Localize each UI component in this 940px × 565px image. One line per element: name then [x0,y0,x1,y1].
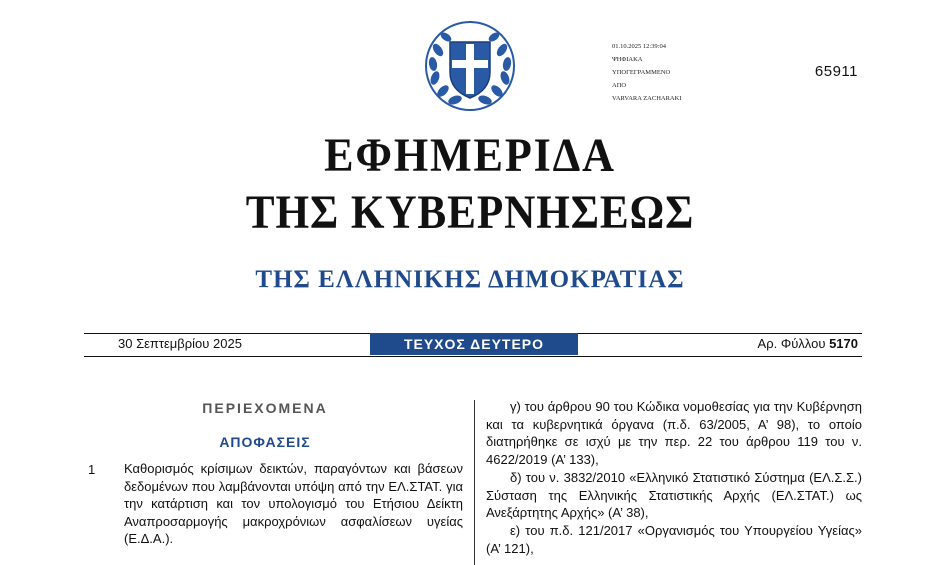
issue-date: 30 Σεπτεμβρίου 2025 [118,336,242,351]
decisions-section-heading: ΑΠΟΦΑΣΕΙΣ [219,434,311,450]
digital-signature-block [612,40,682,105]
issue-series-label: ΤΕΥΧΟΣ ΔΕΥΤΕΡΟ [370,333,578,355]
signature-line: ΨΗΦΙΑΚΑ [612,56,643,63]
body-paragraph: ε) του π.δ. 121/2017 «Οργανισμός του Υπουργείου Υγείας» (Α’ 121), [486,522,862,556]
signature-signer: VARVARA ZACHARAKI [612,95,682,102]
body-paragraph: δ) του ν. 3832/2010 «Ελληνικό Στατιστικό Σύστημα (ΕΛ.Σ.Σ.) Σύσταση της Ελληνικής Στατιστικής Αρχής (ΕΛ.ΣΤΑΤ.) ως Ανεξάρτητης Αρχής» (Α’ 38), [486,469,862,521]
contents-heading: ΠΕΡΙΕΧΟΜΕΝΑ [202,400,328,416]
contents-item-number: 1 [88,462,96,477]
masthead-title-line2: ΤΗΣ ΚΥΒΕΡΝΗΣΕΩΣ [245,186,695,239]
contents-item-text[interactable]: Καθορισμός κρίσιμων δεικτών, παραγόντων και βάσεων δεδομένων που λαμβάνονται υπόψη από την ΕΛ.ΣΤΑΤ. για την κατάρτιση και τον υπολογισμό του Ετήσιου Δείκτη Αναπροσαρμογής μακροχρόνιων ασφαλίσεων υγείας (Ε.Δ.Α.). [124,461,463,546]
sheet-label: Αρ. Φύλλου [757,336,826,351]
signature-line: ΑΠΟ [612,82,627,89]
sheet-number-value: 5170 [829,336,858,351]
signature-timestamp: 01.10.2025 12:39:04 [612,43,666,50]
masthead-title-line1: ΕΦΗΜΕΡΙΔΑ [324,129,616,182]
signature-line: ΥΠΟΓΕΓΡΑΜΜΕΝΟ [612,69,671,76]
issue-sheet-number [758,336,858,351]
greek-coat-of-arms-icon [424,20,516,112]
page-number: 65911 [814,63,858,80]
masthead-subtitle: ΤΗΣ ΕΛΛΗΝΙΚΗΣ ΔΗΜΟΚΡΑΤΙΑΣ [255,266,685,293]
body-paragraph: γ) του άρθρου 90 του Κώδικα νομοθεσίας για την Κυβέρνηση και τα κυβερνητικά όργανα (π.δ. 63/2005, Α’ 98), το οποίο διατηρήθηκε σε ισχύ με την περ. 22 του άρθρου 119 του ν. 4622/2019 (Α’ 133), [486,399,862,468]
body-text-right-column [486,398,862,557]
column-divider [474,400,475,565]
